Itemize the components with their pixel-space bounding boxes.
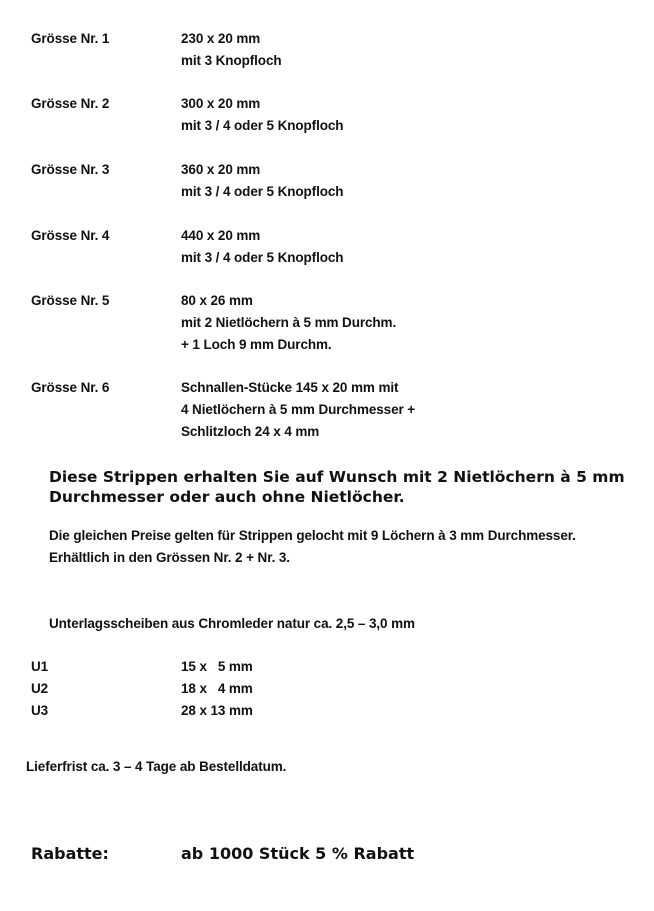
delivery-time: Lieferfrist ca. 3 – 4 Tage ab Bestelldatum.: [26, 759, 287, 774]
size-2-dimensions: 300 x 20 mm: [181, 96, 261, 111]
washers-title: Unterlagsscheiben aus Chromleder natur ca. 2,5 – 3,0 mm: [49, 616, 415, 631]
size-6-rivet-holes: 4 Nietlöchern à 5 mm Durchmesser +: [181, 402, 416, 417]
washer-u2-size: 18 x 4 mm: [181, 681, 253, 696]
washer-u1-size: 15 x 5 mm: [181, 659, 253, 674]
size-4-label: Grösse Nr. 4: [31, 228, 110, 243]
discount-value: ab 1000 Stück 5 % Rabatt: [181, 844, 415, 863]
size-5-extra-hole: + 1 Loch 9 mm Durchm.: [181, 337, 332, 352]
size-4-dimensions: 440 x 20 mm: [181, 228, 261, 243]
size-6-dimensions: Schnallen-Stücke 145 x 20 mm mit: [181, 380, 399, 395]
washer-u3-size: 28 x 13 mm: [181, 703, 253, 718]
size-2-holes: mit 3 / 4 oder 5 Knopfloch: [181, 118, 344, 133]
discount-label: Rabatte:: [31, 844, 109, 863]
size-3-holes: mit 3 / 4 oder 5 Knopfloch: [181, 184, 344, 199]
washer-u3-code: U3: [31, 703, 49, 718]
washer-u1-code: U1: [31, 659, 49, 674]
size-4-holes: mit 3 / 4 oder 5 Knopfloch: [181, 250, 344, 265]
notice-line-2: Durchmesser oder auch ohne Nietlöcher.: [49, 488, 405, 506]
washer-u2-code: U2: [31, 681, 49, 696]
size-1-holes: mit 3 Knopfloch: [181, 53, 282, 68]
size-1-label: Grösse Nr. 1: [31, 31, 110, 46]
size-6-slot-hole: Schlitzloch 24 x 4 mm: [181, 424, 320, 439]
notice-line-1: Diese Strippen erhalten Sie auf Wunsch mit 2 Nietlöchern à 5 mm: [49, 468, 625, 486]
size-5-dimensions: 80 x 26 mm: [181, 293, 253, 308]
size-1-dimensions: 230 x 20 mm: [181, 31, 261, 46]
prices-line-1: Die gleichen Preise gelten für Strippen gelocht mit 9 Löchern à 3 mm Durchmesser.: [49, 528, 576, 543]
size-2-label: Grösse Nr. 2: [31, 96, 110, 111]
size-5-rivet-holes: mit 2 Nietlöchern à 5 mm Durchm.: [181, 315, 397, 330]
size-3-dimensions: 360 x 20 mm: [181, 162, 261, 177]
prices-line-2: Erhältlich in den Grössen Nr. 2 + Nr. 3.: [49, 550, 290, 565]
size-6-label: Grösse Nr. 6: [31, 380, 110, 395]
size-3-label: Grösse Nr. 3: [31, 162, 110, 177]
size-5-label: Grösse Nr. 5: [31, 293, 110, 308]
